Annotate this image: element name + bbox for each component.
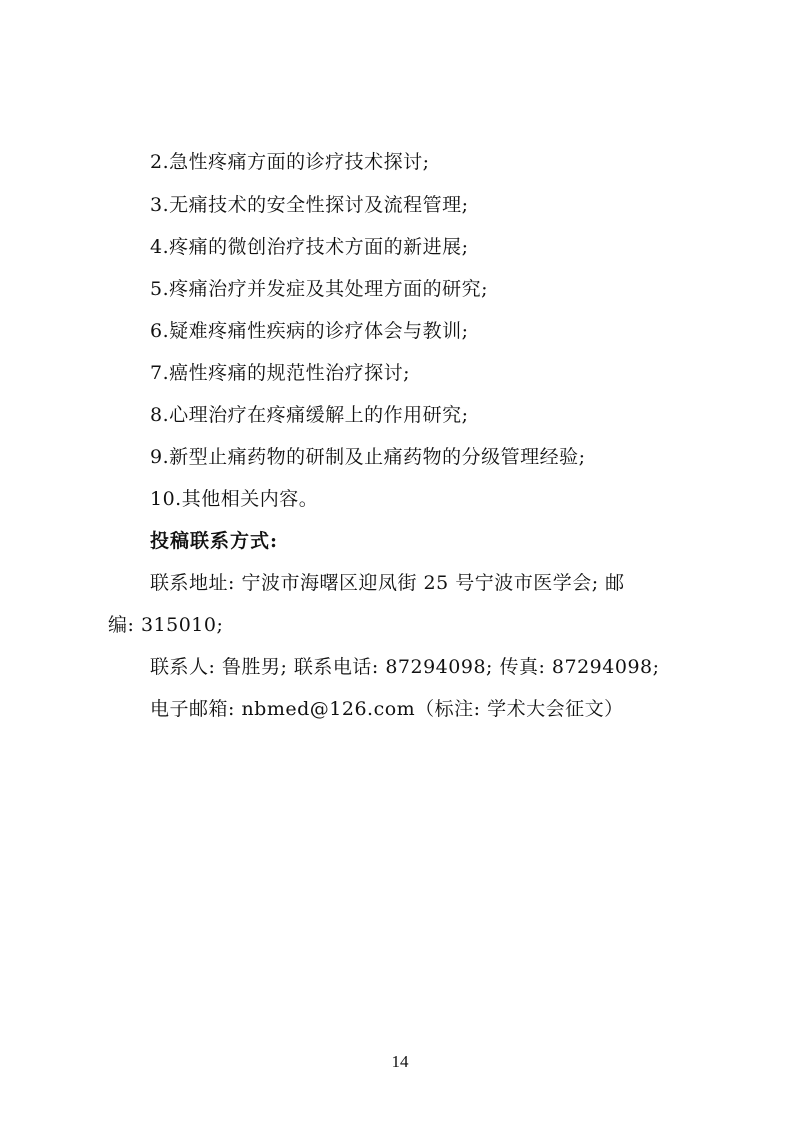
topic-item: 5.疼痛治疗并发症及其处理方面的研究; — [150, 278, 489, 300]
topic-item: 4.疼痛的微创治疗技术方面的新进展; — [150, 236, 469, 258]
page-number: 14 — [391, 1052, 409, 1071]
topic-item: 6.疑难疼痛性疾病的诊疗体会与教训; — [150, 320, 469, 342]
topic-item: 9.新型止痛药物的研制及止痛药物的分级管理经验; — [150, 446, 586, 468]
topic-item: 2.急性疼痛方面的诊疗技术探讨; — [150, 151, 430, 173]
contact-postcode: 编: 315010; — [108, 614, 224, 636]
contact-person-phone-fax: 联系人: 鲁胜男; 联系电话: 87294098; 传真: 87294098; — [150, 656, 660, 678]
contact-email: 电子邮箱: nbmed@126.com（标注: 学术大会征文） — [150, 698, 624, 720]
topic-item: 8.心理治疗在疼痛缓解上的作用研究; — [150, 404, 469, 426]
topic-item: 7.癌性疼痛的规范性治疗探讨; — [150, 362, 411, 384]
contact-address: 联系地址: 宁波市海曙区迎凤街 25 号宁波市医学会; 邮 — [150, 572, 625, 594]
topic-item: 3.无痛技术的安全性探讨及流程管理; — [150, 194, 469, 216]
topic-item: 10.其他相关内容。 — [150, 488, 319, 510]
contact-heading: 投稿联系方式: — [150, 530, 279, 552]
